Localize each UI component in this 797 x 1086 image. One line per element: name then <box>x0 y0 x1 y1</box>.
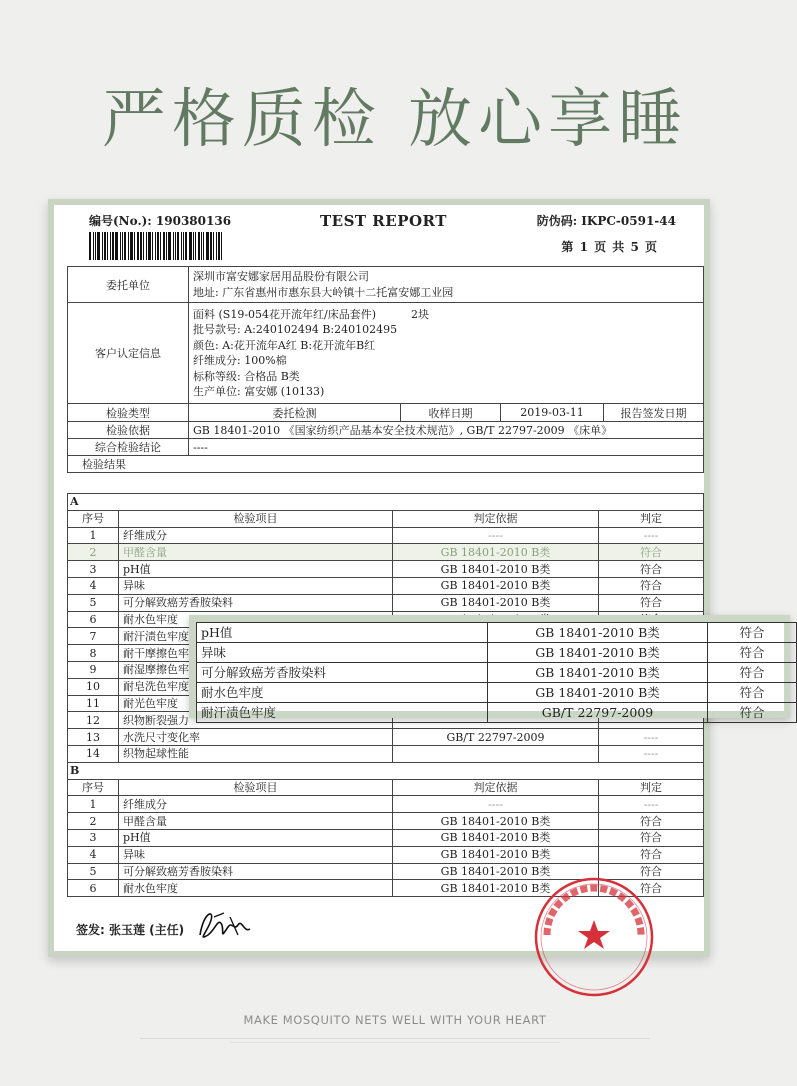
barcode-bar <box>203 232 204 260</box>
barcode-bar <box>193 232 194 260</box>
row-number: 7 <box>68 628 119 645</box>
row-item: 耐水色牢度 <box>119 611 393 628</box>
zoom-row <box>197 683 797 703</box>
table-row <box>68 829 704 846</box>
row-item: 耐光色牢度 <box>119 695 393 712</box>
client-name: 深圳市富安娜家居用品股份有限公司 <box>193 270 369 283</box>
row-item: 可分解致癌芳香胺染料 <box>119 594 393 611</box>
table-row <box>68 577 704 594</box>
row-verdict: 符合 <box>599 594 704 611</box>
client-info <box>189 267 704 303</box>
zoom-row <box>197 663 797 683</box>
barcode-bar <box>198 232 200 260</box>
row-item: 耐皂洗色牢度 <box>119 678 393 695</box>
section-row <box>68 762 704 779</box>
barcode-bar <box>216 232 217 260</box>
row-basis: GB 18401-2010 B类 <box>393 577 599 594</box>
table-header-row <box>68 510 704 527</box>
customer-info-line: 面料 (S19-054花开流年红/床品套件) 2块 <box>193 307 429 321</box>
barcode-bar <box>102 232 103 260</box>
barcode-bar <box>189 232 192 260</box>
barcode-bar <box>107 232 108 260</box>
row-number: 9 <box>68 661 119 678</box>
barcode-bar <box>93 232 94 260</box>
zoom-basis: GB 18401-2010 B类 <box>488 683 708 703</box>
barcode-bar <box>89 232 91 260</box>
footer-slogan: MAKE MOSQUITO NETS WELL WITH YOUR HEART <box>243 1013 547 1027</box>
row-number: 2 <box>68 544 119 561</box>
barcode-bar <box>146 232 147 260</box>
zoom-verdict: 符合 <box>708 643 797 663</box>
barcode-bar <box>152 232 153 260</box>
row-number: 6 <box>68 880 119 897</box>
header-item: 检验项目 <box>119 510 393 527</box>
row-item: 水洗尺寸变化率 <box>119 729 393 746</box>
barcode-bar <box>166 232 167 260</box>
zoom-verdict: 符合 <box>708 683 797 703</box>
table-row <box>68 594 704 611</box>
zoom-verdict: 符合 <box>708 623 797 643</box>
row-basis: GB 18401-2010 B类 <box>393 813 599 830</box>
barcode-bar <box>218 232 220 260</box>
barcode-bar <box>173 232 174 260</box>
inspection-basis-label: 检验依据 <box>68 422 189 439</box>
row-item: 耐湿摩擦色牢 <box>119 661 393 678</box>
header-verdict: 判定 <box>599 779 704 796</box>
row-verdict: 符合 <box>599 577 704 594</box>
section-label: A <box>68 494 704 511</box>
row-item: 耐汗渍色牢度 <box>119 628 393 645</box>
barcode-bar <box>163 232 165 260</box>
row-number: 1 <box>68 796 119 813</box>
customer-info-line: 颜色: A:花开流年A红 B:花开流年B红 <box>193 338 376 352</box>
row-item: 耐水色牢度 <box>119 880 393 897</box>
row-verdict: 符合 <box>599 880 704 897</box>
row-verdict: 符合 <box>599 846 704 863</box>
row-verdict: 符合 <box>599 829 704 846</box>
zoom-basis: GB 18401-2010 B类 <box>488 643 708 663</box>
issue-date-label: 报告签发日期 <box>604 404 704 422</box>
row-verdict: ---- <box>599 796 704 813</box>
zoom-basis: GB 18401-2010 B类 <box>488 663 708 683</box>
row-basis: GB/T 22797-2009 <box>393 729 599 746</box>
barcode-bar <box>137 232 139 260</box>
zoom-verdict: 符合 <box>708 663 797 683</box>
table-row <box>68 544 704 561</box>
row-number: 1 <box>68 527 119 544</box>
received-date-label: 收样日期 <box>401 404 501 422</box>
barcode-bar <box>155 232 156 260</box>
barcode-bar <box>112 232 114 260</box>
row-item: 织物断裂强力 <box>119 712 393 729</box>
page-banner-title: 严格质检 放心享睡 <box>101 83 689 157</box>
barcode-bar <box>130 232 133 260</box>
customer-info-label: 客户认定信息 <box>68 303 189 404</box>
header-basis: 判定依据 <box>393 779 599 796</box>
row-number: 2 <box>68 813 119 830</box>
table-row <box>68 527 704 544</box>
table-row <box>68 813 704 830</box>
zoom-verdict: 符合 <box>708 703 797 723</box>
report-title: TEST REPORT <box>320 212 447 230</box>
barcode-bar <box>181 232 182 260</box>
barcode-bar <box>115 232 118 260</box>
barcode-bar <box>177 232 179 260</box>
row-item: 纤维成分 <box>119 796 393 813</box>
table-row <box>68 729 704 746</box>
footer-divider <box>230 1042 560 1043</box>
row-number: 10 <box>68 678 119 695</box>
row-item: pH值 <box>119 561 393 578</box>
barcode-bar <box>221 232 222 260</box>
row-verdict: ---- <box>599 527 704 544</box>
barcode-bar <box>122 232 123 260</box>
barcode-bar <box>175 232 176 260</box>
barcode-icon <box>89 232 241 260</box>
inspection-basis-value: GB 18401-2010 《国家纺织产品基本安全技术规范》, GB/T 22797-2009 《床单》 <box>189 422 704 439</box>
table-row <box>68 796 704 813</box>
barcode-bar <box>185 232 187 260</box>
row-item: 甲醛含量 <box>119 813 393 830</box>
footer-divider <box>140 1038 650 1039</box>
row-number: 12 <box>68 712 119 729</box>
zoom-table <box>196 622 797 723</box>
signatory: 签发: 张玉莲 (主任) <box>76 923 185 937</box>
row-item: 异味 <box>119 846 393 863</box>
row-basis: ---- <box>393 796 599 813</box>
anti-counterfeit-code: 防伪码: IKPC-0591-44 <box>536 214 676 228</box>
barcode-bar <box>183 232 184 260</box>
barcode-bar <box>104 232 106 260</box>
row-number: 4 <box>68 846 119 863</box>
zoom-item: 耐水色牢度 <box>197 683 488 703</box>
customer-info <box>189 303 704 404</box>
barcode-bar <box>143 232 144 260</box>
inspection-type-label: 检验类型 <box>68 404 189 422</box>
barcode-bar <box>213 232 214 260</box>
report-number: 编号(No.): 190380136 <box>89 214 232 228</box>
client-address: 地址: 广东省惠州市惠东县大岭镇十二托富安娜工业园 <box>193 285 454 299</box>
row-basis: GB 18401-2010 B类 <box>393 561 599 578</box>
header-no: 序号 <box>68 510 119 527</box>
row-basis: GB 18401-2010 B类 <box>393 544 599 561</box>
table-row <box>68 561 704 578</box>
customer-info-line: 批号款号: A:240102494 B:240102495 <box>193 323 398 336</box>
customer-info-line: 生产单位: 富安娜 (10133) <box>193 385 325 398</box>
zoom-item: pH值 <box>197 623 488 643</box>
customer-info-line: 纤维成分: 100%棉 <box>193 354 287 367</box>
row-basis <box>393 745 599 762</box>
zoom-row <box>197 703 797 723</box>
row-number: 5 <box>68 594 119 611</box>
zoom-row <box>197 643 797 663</box>
row-item: 耐干摩擦色牢 <box>119 645 393 662</box>
barcode-bar <box>95 232 96 260</box>
row-number: 14 <box>68 745 119 762</box>
report-info-table <box>67 266 704 473</box>
table-header-row <box>68 779 704 796</box>
barcode-bar <box>160 232 161 260</box>
zoom-item: 异味 <box>197 643 488 663</box>
zoom-callout <box>196 622 784 720</box>
row-number: 4 <box>68 577 119 594</box>
overall-conclusion-value: ---- <box>189 439 704 456</box>
results-heading: 检验结果 <box>68 456 704 473</box>
header-no: 序号 <box>68 779 119 796</box>
page-indicator: 第 1 页 共 5 页 <box>561 240 658 254</box>
zoom-basis: GB/T 22797-2009 <box>488 703 708 723</box>
inspection-type-value: 委托检测 <box>189 404 401 422</box>
barcode-bar <box>124 232 126 260</box>
row-basis: GB 18401-2010 B类 <box>393 594 599 611</box>
test-report-document <box>54 205 704 951</box>
row-verdict: ---- <box>599 729 704 746</box>
row-number: 5 <box>68 863 119 880</box>
barcode-bar <box>120 232 121 260</box>
barcode-bar <box>201 232 202 260</box>
header-basis: 判定依据 <box>393 510 599 527</box>
zoom-item: 耐汗渍色牢度 <box>197 703 488 723</box>
row-item: pH值 <box>119 829 393 846</box>
zoom-row <box>197 623 797 643</box>
barcode-bar <box>110 232 111 260</box>
barcode-bar <box>140 232 142 260</box>
row-number: 6 <box>68 611 119 628</box>
row-item: 织物起球性能 <box>119 745 393 762</box>
row-verdict: 符合 <box>599 544 704 561</box>
barcode-bar <box>97 232 100 260</box>
row-verdict: ---- <box>599 745 704 762</box>
barcode-bar <box>168 232 171 260</box>
row-basis: GB 18401-2010 B类 <box>393 880 599 897</box>
row-item: 纤维成分 <box>119 527 393 544</box>
row-number: 3 <box>68 829 119 846</box>
row-item: 可分解致癌芳香胺染料 <box>119 863 393 880</box>
row-item: 异味 <box>119 577 393 594</box>
row-basis: GB 18401-2010 B类 <box>393 829 599 846</box>
handwritten-signature <box>194 905 254 945</box>
barcode-bar <box>128 232 129 260</box>
section-row <box>68 494 704 511</box>
overall-conclusion-label: 综合检验结论 <box>68 439 189 456</box>
barcode-bar <box>195 232 196 260</box>
barcode-bar <box>210 232 212 260</box>
row-item: 甲醛含量 <box>119 544 393 561</box>
row-basis: GB 18401-2010 B类 <box>393 863 599 880</box>
row-verdict: 符合 <box>599 561 704 578</box>
table-row <box>68 745 704 762</box>
client-label: 委托单位 <box>68 267 189 303</box>
row-verdict: 符合 <box>599 813 704 830</box>
barcode-bar <box>148 232 151 260</box>
row-basis: ---- <box>393 527 599 544</box>
barcode-bar <box>157 232 159 260</box>
barcode-bar <box>134 232 135 260</box>
header-item: 检验项目 <box>119 779 393 796</box>
official-seal-icon <box>529 865 659 965</box>
row-basis: GB 18401-2010 B类 <box>393 846 599 863</box>
table-row <box>68 846 704 863</box>
customer-info-line: 标称等级: 合格品 B类 <box>193 369 300 383</box>
zoom-basis: GB 18401-2010 B类 <box>488 623 708 643</box>
section-label: B <box>68 762 704 779</box>
received-date-value: 2019-03-11 <box>501 404 604 422</box>
header-verdict: 判定 <box>599 510 704 527</box>
row-number: 11 <box>68 695 119 712</box>
row-number: 3 <box>68 561 119 578</box>
barcode-bar <box>206 232 209 260</box>
row-number: 8 <box>68 645 119 662</box>
row-number: 13 <box>68 729 119 746</box>
row-verdict: 符合 <box>599 863 704 880</box>
zoom-item: 可分解致癌芳香胺染料 <box>197 663 488 683</box>
